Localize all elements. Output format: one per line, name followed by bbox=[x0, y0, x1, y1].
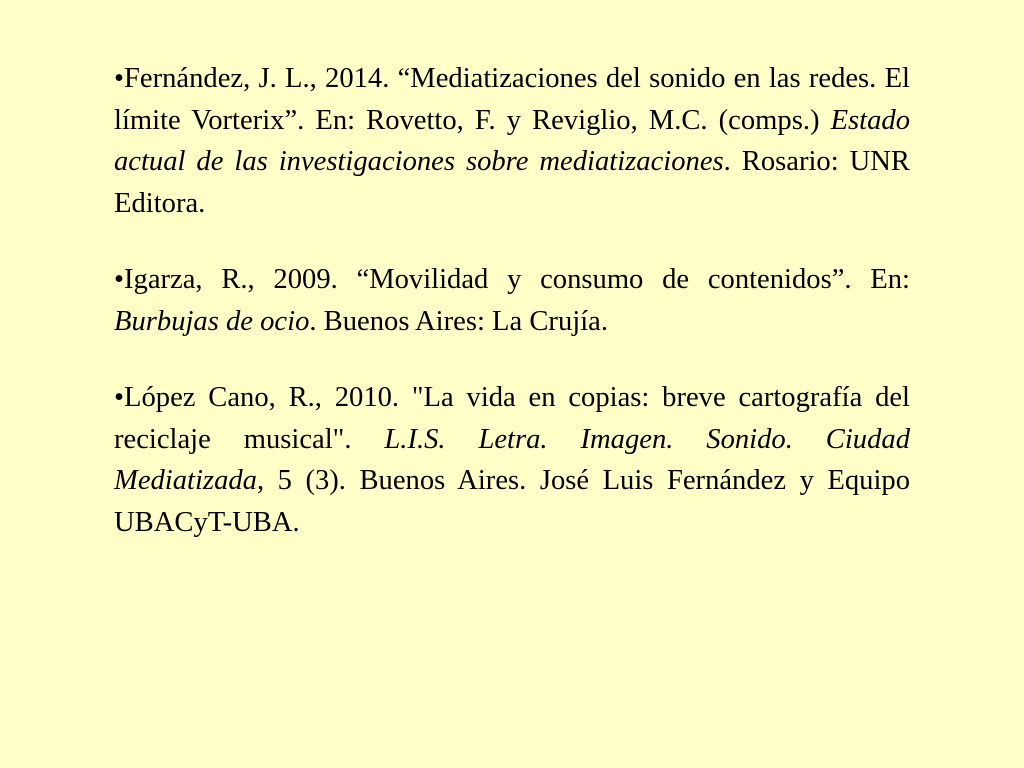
reference-item bbox=[114, 58, 910, 224]
reference-list bbox=[114, 58, 910, 578]
reference-title: L.I.S. Letra. Imagen. Sonido. Ciudad Mediatizada bbox=[114, 423, 910, 496]
reference-item bbox=[114, 259, 910, 342]
bullet-icon: • bbox=[114, 264, 125, 295]
reference-item bbox=[114, 377, 910, 543]
reference-text: . Buenos Aires: La Crujía. bbox=[309, 305, 608, 337]
reference-text: . Rosario: UNR Editora. bbox=[114, 146, 910, 219]
bullet-icon: • bbox=[114, 63, 125, 94]
reference-text: Fernández, J. L., 2014. “Mediatizaciones del sonido en las redes. El límite Vorterix”. En: Rovetto, F. y Reviglio, M.C. (comps.) bbox=[114, 63, 910, 136]
bullet-icon: • bbox=[114, 382, 125, 413]
reference-text: , 5 (3). Buenos Aires. José Luis Fernández y Equipo UBACyT-UBA. bbox=[114, 465, 910, 538]
reference-text: Igarza, R., 2009. “Movilidad y consumo de contenidos”. En: bbox=[124, 264, 910, 295]
reference-text: López Cano, R., 2010. "La vida en copias: breve cartografía del reciclaje musical". bbox=[114, 382, 910, 455]
reference-title: Estado actual de las investigaciones sobre mediatizaciones bbox=[114, 104, 910, 177]
reference-title: Burbujas de ocio bbox=[114, 305, 310, 337]
